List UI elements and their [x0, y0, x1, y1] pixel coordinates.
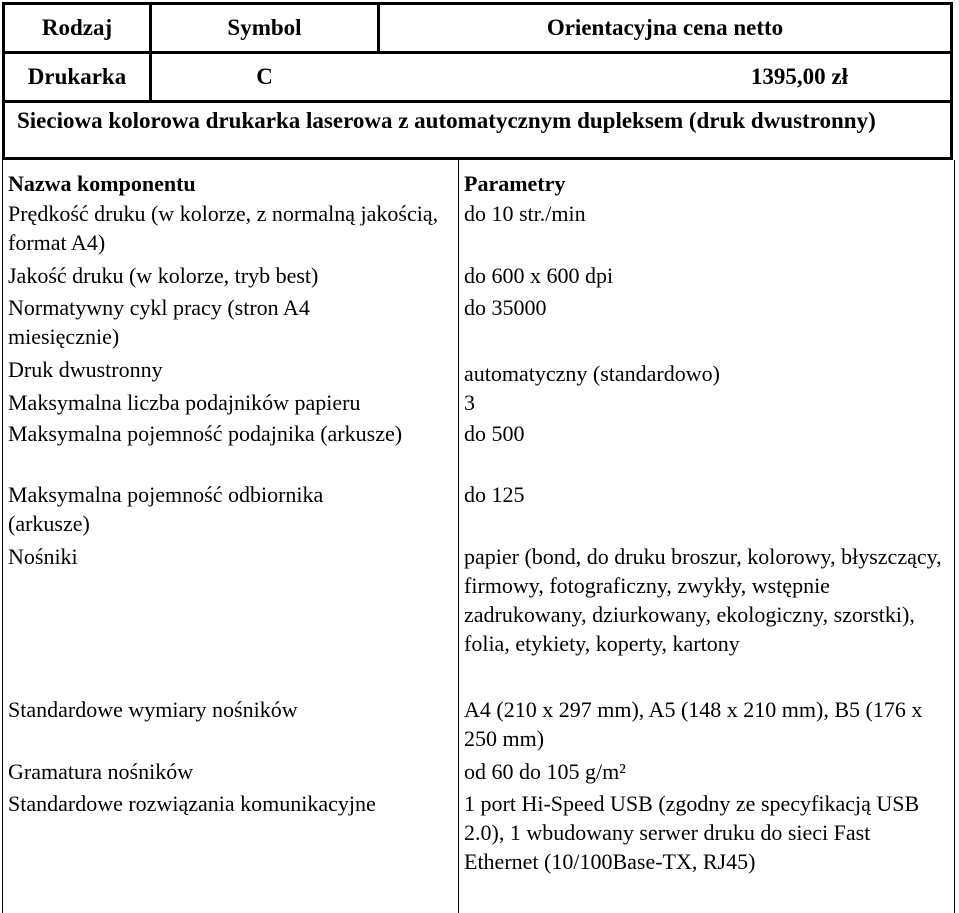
component-name: Gramatura nośników [8, 759, 194, 784]
component-value: do 10 str./min [464, 201, 586, 226]
symbol-column-header: Symbol [227, 15, 302, 40]
component-name: Nośniki [8, 544, 78, 569]
component-name: Prędkość druku (w kolorze, z normalną jakością, format A4) [8, 201, 439, 255]
component-value: 3 [464, 390, 475, 415]
table-right-border [954, 160, 955, 913]
header-labels-row [5, 5, 950, 54]
table-left-border [2, 160, 3, 913]
symbol-value: C [256, 64, 273, 89]
header-values-row [5, 54, 950, 103]
component-name: Normatywny cykl pracy (stron A4 miesięcznie) [8, 295, 310, 349]
component-name: Maksymalna pojemność odbiornika (arkusze) [8, 482, 324, 536]
component-column-header: Nazwa komponentu [8, 171, 196, 196]
component-value: A4 (210 x 297 mm), A5 (148 x 210 mm), B5 (176 x 250 mm) [464, 697, 923, 751]
type-column-header: Rodzaj [5, 5, 152, 51]
component-name: Jakość druku (w kolorze, tryb best) [8, 263, 319, 288]
component-value: do 600 x 600 dpi [464, 263, 614, 288]
price-value: 1395,00 zł [750, 64, 848, 89]
type-value: Drukarka [5, 54, 152, 100]
component-name: Standardowe wymiary nośników [8, 697, 298, 722]
product-description: Sieciowa kolorowa drukarka laserowa z automatycznym dupleksem (druk dwustronny) [17, 108, 876, 133]
component-name: Maksymalna pojemność podajnika (arkusze) [8, 421, 403, 446]
component-name: Standardowe rozwiązania komunikacyjne [8, 791, 376, 816]
parameters-column-header: Parametry [464, 171, 566, 196]
product-header-table [2, 2, 953, 160]
price-column-header: Orientacyjna cena netto [377, 5, 950, 51]
component-value: do 500 [464, 421, 525, 446]
component-value: automatyczny (standardowo) [464, 361, 720, 386]
component-name: Druk dwustronny [8, 357, 163, 382]
component-value: od 60 do 105 g/m² [464, 759, 626, 784]
component-name: Maksymalna liczba podajników papieru [8, 390, 361, 415]
component-value: 1 port Hi-Speed USB (zgodny ze specyfikacją USB 2.0), 1 wbudowany serwer druku do sieci Fast Ethernet (10/100Base-TX, RJ45) [464, 791, 920, 874]
description-row [5, 103, 950, 157]
component-value: do 125 [464, 482, 525, 507]
component-value: do 35000 [464, 295, 547, 320]
component-value: papier (bond, do druku broszur, kolorowy, błyszczący, firmowy, fotograficzny, zwykły, wstępnie zadrukowany, dziurkowany, ekologiczny, szorstki), folia, etykiety, koperty, kartony [464, 544, 942, 656]
